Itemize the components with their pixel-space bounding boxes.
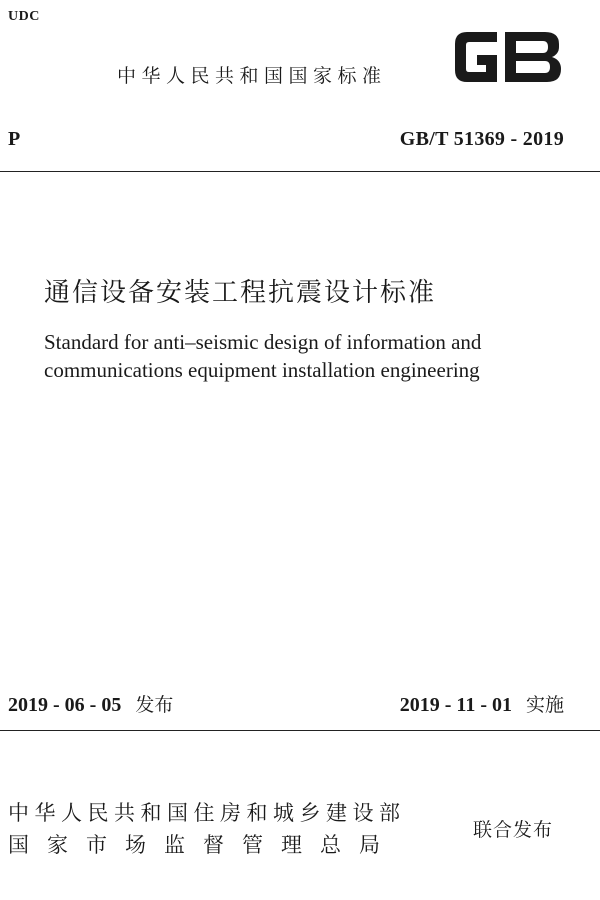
implement-label: 实施 [525, 694, 564, 716]
bottom-divider [0, 730, 600, 731]
issue-date: 2019 - 06 - 05 [8, 694, 122, 716]
joint-release-label: 联合发布 [473, 819, 554, 841]
title-english-line-1: Standard for anti–seismic design of information and [44, 330, 482, 354]
classification-code: P [8, 128, 21, 150]
issuer-ministry: 中华人民共和国住房和城乡建设部 [8, 801, 406, 825]
title-english [44, 328, 564, 384]
gb-logo [453, 28, 564, 86]
national-standard-label: 中华人民共和国国家标准 [117, 65, 387, 87]
gb-logo-g-shape [455, 32, 497, 82]
top-divider [0, 171, 600, 172]
implement-date-block [400, 690, 564, 717]
issuer-administration: 国家市场监督管理总局 [8, 833, 398, 857]
standard-number: GB/T 51369 - 2019 [399, 128, 564, 150]
udc-label: UDC [8, 9, 40, 24]
gb-logo-text: GB [507, 84, 509, 85]
title-english-line-2: communications equipment installation engineering [44, 358, 480, 382]
gb-logo-b-shape [505, 32, 561, 82]
title-chinese: 通信设备安装工程抗震设计标准 [44, 278, 437, 308]
implement-date: 2019 - 11 - 01 [399, 694, 512, 716]
issue-date-block [8, 690, 173, 717]
issue-label: 发布 [135, 694, 174, 716]
